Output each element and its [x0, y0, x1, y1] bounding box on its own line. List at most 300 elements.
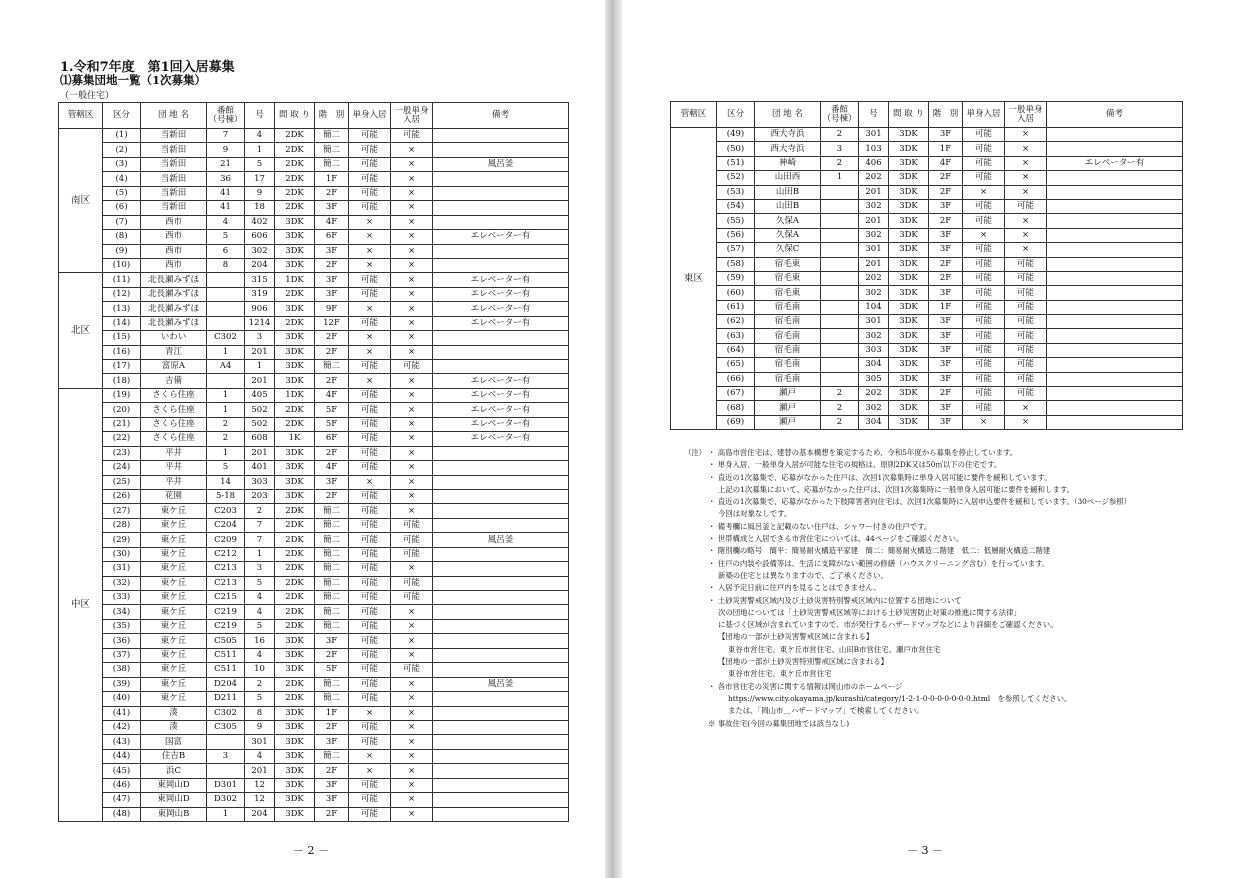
table-row	[59, 591, 569, 605]
table-cell: 可能	[963, 214, 1005, 228]
table-row	[59, 360, 569, 374]
table-cell: ×	[391, 331, 433, 345]
table-row	[59, 230, 569, 244]
table-row	[671, 243, 1183, 257]
table-row	[59, 692, 569, 706]
table-cell: C302	[207, 706, 245, 720]
table-cell: ×	[963, 185, 1005, 199]
table-cell: 可能	[349, 793, 391, 807]
table-row	[59, 143, 569, 157]
table-cell: 可能	[349, 547, 391, 561]
table-cell: ×	[1005, 228, 1047, 242]
table-cell: 2	[207, 417, 245, 431]
table-cell: エレベーター有	[433, 432, 569, 446]
table-cell: 3DK	[889, 343, 929, 357]
table-row	[59, 273, 569, 287]
table-cell: 可能	[349, 432, 391, 446]
table-cell: 風呂釜	[433, 533, 569, 547]
table-cell: (67)	[717, 387, 755, 401]
table-cell: 可能	[349, 605, 391, 619]
table-cell: 当新田	[141, 143, 207, 157]
table-cell: 可能	[349, 201, 391, 215]
table-cell: 簡二	[315, 619, 349, 633]
table-cell: 2DK	[275, 533, 315, 547]
table-cell: エレベーター有	[1047, 156, 1183, 170]
table-cell: 簡二	[315, 143, 349, 157]
table-cell: 宿毛南	[755, 329, 821, 343]
table-cell	[433, 331, 569, 345]
table-cell: (50)	[717, 142, 755, 156]
table-row	[59, 749, 569, 763]
table-cell: 3DK	[889, 315, 929, 329]
table-cell: 2DK	[275, 129, 315, 143]
table-cell: 906	[245, 302, 275, 316]
column-header: 号	[245, 103, 275, 129]
table-cell	[821, 243, 859, 257]
table-cell: 2F	[929, 214, 963, 228]
table-cell	[1047, 358, 1183, 372]
table-cell: 可能	[963, 156, 1005, 170]
table-cell: 2	[821, 401, 859, 415]
table-cell: 3DK	[889, 329, 929, 343]
table-cell: 3DK	[275, 446, 315, 460]
table-cell: 可能	[391, 518, 433, 532]
table-row	[671, 128, 1183, 142]
page-number: － 3 －	[907, 844, 943, 857]
table-row	[59, 735, 569, 749]
table-cell: C511	[207, 663, 245, 677]
table-cell	[433, 201, 569, 215]
table-cell: 東ケ丘	[141, 518, 207, 532]
table-cell: ×	[349, 706, 391, 720]
note-line: 東谷市営住宅、東ケ丘市営住宅	[728, 669, 832, 679]
table-row	[59, 605, 569, 619]
table-cell: (65)	[717, 358, 755, 372]
table-cell	[1047, 401, 1183, 415]
table-cell	[433, 446, 569, 460]
table-cell: 可能	[391, 591, 433, 605]
table-row	[671, 156, 1183, 170]
table-cell: (27)	[103, 504, 141, 518]
table-cell: 402	[245, 215, 275, 229]
table-cell: C305	[207, 720, 245, 734]
table-cell: 9	[245, 720, 275, 734]
table-cell: 宿毛南	[755, 300, 821, 314]
table-cell: (32)	[103, 576, 141, 590]
district-cell: 南区	[59, 129, 103, 273]
table-cell: 301	[859, 315, 889, 329]
table-cell: ×	[391, 634, 433, 648]
table-cell: (1)	[103, 129, 141, 143]
table-cell: (48)	[103, 807, 141, 821]
table-cell: 3F	[929, 372, 963, 386]
table-cell: エレベーター有	[433, 417, 569, 431]
table-cell: 可能	[963, 358, 1005, 372]
table-cell: 簡二	[315, 157, 349, 171]
table-cell: 1	[207, 403, 245, 417]
table-cell: ×	[391, 461, 433, 475]
table-cell: 東ケ丘	[141, 504, 207, 518]
table-cell: ×	[391, 172, 433, 186]
table-cell: 可能	[963, 387, 1005, 401]
table-cell: 2DK	[275, 692, 315, 706]
table-cell: 可能	[349, 677, 391, 691]
table-cell: ×	[391, 432, 433, 446]
table-cell: (60)	[717, 286, 755, 300]
column-header: 備考	[433, 103, 569, 129]
column-header: 一般単身 入居	[1005, 102, 1047, 128]
column-header: 区分	[717, 102, 755, 128]
table-cell	[207, 302, 245, 316]
table-cell: 可能	[391, 129, 433, 143]
table-cell: 東ケ丘	[141, 692, 207, 706]
table-cell: 4F	[929, 156, 963, 170]
table-cell: ×	[391, 287, 433, 301]
table-cell: ×	[349, 374, 391, 388]
table-cell: 204	[245, 258, 275, 272]
table-cell: C209	[207, 533, 245, 547]
table-cell: 17	[245, 172, 275, 186]
table-cell: 201	[859, 257, 889, 271]
table-cell: 3DK	[889, 415, 929, 429]
table-cell	[433, 706, 569, 720]
page-number: － 2 －	[293, 844, 329, 857]
table-cell: 2DK	[275, 605, 315, 619]
table-cell: 簡二	[315, 605, 349, 619]
table-cell: 可能	[391, 576, 433, 590]
table-cell	[821, 315, 859, 329]
table-cell: 3DK	[889, 142, 929, 156]
table-cell: ×	[391, 302, 433, 316]
table-cell: (31)	[103, 562, 141, 576]
table-cell: 可能	[1005, 286, 1047, 300]
table-cell: 可能	[349, 129, 391, 143]
table-cell: 3F	[315, 273, 349, 287]
table-cell: いわい	[141, 331, 207, 345]
table-cell: 3F	[929, 315, 963, 329]
table-cell: 2DK	[275, 591, 315, 605]
table-cell: 3F	[315, 287, 349, 301]
table-cell: 可能	[1005, 329, 1047, 343]
table-cell: 平井	[141, 461, 207, 475]
table-cell	[433, 129, 569, 143]
table-cell: C213	[207, 576, 245, 590]
table-cell: 3	[821, 142, 859, 156]
table-cell: 簡二	[315, 591, 349, 605]
table-cell: 瀬戸	[755, 415, 821, 429]
table-cell: 可能	[349, 591, 391, 605]
table-cell: 可能	[349, 287, 391, 301]
table-cell: (26)	[103, 489, 141, 503]
table-cell: 当新田	[141, 157, 207, 171]
table-row	[59, 677, 569, 691]
table-cell: 2F	[929, 387, 963, 401]
category-label: （一般住宅）	[60, 91, 115, 101]
table-cell	[433, 489, 569, 503]
table-cell: 5	[245, 157, 275, 171]
table-cell: 4F	[315, 388, 349, 402]
table-cell: 201	[245, 764, 275, 778]
table-cell: エレベーター有	[433, 287, 569, 301]
table-cell: (61)	[717, 300, 755, 314]
table-cell: 5F	[315, 663, 349, 677]
table-cell: さくら住座	[141, 403, 207, 417]
table-cell: 3DK	[275, 793, 315, 807]
table-cell: 可能	[391, 547, 433, 561]
note-line: ・ 直近の1次募集で、応募がなかった住戸は、次回1次募集時に単身入居可能に要件を緩和しています。	[708, 472, 1052, 482]
table-cell: ×	[391, 345, 433, 359]
table-cell: 3DK	[889, 401, 929, 415]
table-cell: 4	[245, 591, 275, 605]
table-cell: (14)	[103, 316, 141, 330]
table-cell: 3DK	[889, 214, 929, 228]
table-cell: (58)	[717, 257, 755, 271]
table-cell: 4	[207, 215, 245, 229]
table-cell: 12	[245, 793, 275, 807]
table-cell: 北長瀬みずほ	[141, 316, 207, 330]
table-cell: (21)	[103, 417, 141, 431]
table-cell: (24)	[103, 461, 141, 475]
table-cell: C213	[207, 562, 245, 576]
table-cell: 久保A	[755, 228, 821, 242]
table-cell: 203	[245, 489, 275, 503]
table-cell: 406	[859, 156, 889, 170]
table-cell: 3F	[929, 199, 963, 213]
table-cell: 瀬戸	[755, 387, 821, 401]
table-cell	[433, 172, 569, 186]
table-row	[671, 358, 1183, 372]
table-cell: 可能	[349, 778, 391, 792]
table-row	[59, 663, 569, 677]
table-cell	[1047, 243, 1183, 257]
table-cell: 西大寺浜	[755, 128, 821, 142]
table-cell: 2F	[315, 446, 349, 460]
table-cell: ×	[391, 605, 433, 619]
table-cell: 3DK	[275, 331, 315, 345]
table-cell: ×	[349, 244, 391, 258]
table-cell: 簡二	[315, 576, 349, 590]
table-row	[671, 401, 1183, 415]
table-cell: 3DK	[275, 735, 315, 749]
table-cell: 簡二	[315, 562, 349, 576]
table-cell	[433, 258, 569, 272]
table-row	[671, 415, 1183, 429]
table-cell: ×	[391, 692, 433, 706]
table-cell: (56)	[717, 228, 755, 242]
table-cell: 2DK	[275, 201, 315, 215]
table-cell: 3F	[315, 793, 349, 807]
table-cell: 5F	[315, 403, 349, 417]
table-cell: 簡二	[315, 504, 349, 518]
table-cell: 北長瀬みずほ	[141, 302, 207, 316]
table-cell: 可能	[349, 735, 391, 749]
table-cell: 東ケ丘	[141, 605, 207, 619]
table-cell: 201	[859, 185, 889, 199]
table-cell: 宿毛南	[755, 372, 821, 386]
table-cell: さくら住座	[141, 417, 207, 431]
table-cell: ×	[391, 186, 433, 200]
table-cell: (23)	[103, 446, 141, 460]
table-cell: 2DK	[275, 677, 315, 691]
table-cell: 3	[245, 562, 275, 576]
table-cell: (20)	[103, 403, 141, 417]
table-cell: 平井	[141, 446, 207, 460]
table-cell: 湊	[141, 706, 207, 720]
table-cell: 3DK	[889, 199, 929, 213]
note-line: に基づく区域が含まれていますので、市が発行するハザードマップなどにより詳細をご確認ください。	[718, 620, 1058, 630]
table-cell: 302	[859, 401, 889, 415]
table-cell: (59)	[717, 271, 755, 285]
table-cell: 可能	[963, 343, 1005, 357]
table-cell: ×	[391, 504, 433, 518]
table-cell: 10	[245, 663, 275, 677]
table-cell: 2F	[315, 764, 349, 778]
table-cell: (69)	[717, 415, 755, 429]
table-cell: エレベーター有	[433, 388, 569, 402]
table-row	[671, 300, 1183, 314]
table-cell: 可能	[349, 186, 391, 200]
column-header: 階 別	[929, 102, 963, 128]
table-cell: 18	[245, 201, 275, 215]
table-cell: 202	[859, 171, 889, 185]
table-cell: 2F	[315, 374, 349, 388]
table-row	[59, 345, 569, 359]
table-cell: 3DK	[275, 720, 315, 734]
table-row	[59, 807, 569, 821]
table-cell	[433, 143, 569, 157]
table-cell	[433, 345, 569, 359]
table-cell: 315	[245, 273, 275, 287]
table-cell: 3F	[315, 735, 349, 749]
table-cell: 山田西	[755, 171, 821, 185]
table-cell	[1047, 228, 1183, 242]
table-cell: 東岡山B	[141, 807, 207, 821]
table-cell: 3F	[929, 286, 963, 300]
table-cell: 4	[245, 648, 275, 662]
table-cell	[821, 358, 859, 372]
housing-table-right	[670, 101, 1183, 430]
table-cell: 3DK	[889, 228, 929, 242]
table-cell	[821, 286, 859, 300]
table-row	[59, 403, 569, 417]
table-cell: (30)	[103, 547, 141, 561]
table-cell: ×	[391, 648, 433, 662]
table-cell: 東ケ丘	[141, 634, 207, 648]
table-cell: 3F	[929, 228, 963, 242]
table-cell: 9F	[315, 302, 349, 316]
table-cell: 浜C	[141, 764, 207, 778]
table-cell: ×	[1005, 185, 1047, 199]
table-cell: 可能	[349, 807, 391, 821]
table-cell: ×	[1005, 171, 1047, 185]
table-cell	[821, 199, 859, 213]
table-cell: (2)	[103, 143, 141, 157]
table-cell	[433, 591, 569, 605]
table-cell: 3DK	[275, 302, 315, 316]
table-cell: 3F	[929, 243, 963, 257]
table-cell: (42)	[103, 720, 141, 734]
table-cell	[821, 257, 859, 271]
table-cell: D204	[207, 677, 245, 691]
district-cell: 中区	[59, 388, 103, 821]
table-cell: (33)	[103, 591, 141, 605]
column-header: 団 地 名	[141, 103, 207, 129]
table-cell: (29)	[103, 533, 141, 547]
table-row	[59, 417, 569, 431]
table-cell	[1047, 171, 1183, 185]
table-cell: 2DK	[275, 619, 315, 633]
table-cell: 山田B	[755, 199, 821, 213]
table-cell: 3F	[315, 201, 349, 215]
table-cell: ×	[349, 345, 391, 359]
table-cell: 1	[207, 807, 245, 821]
note-line: ・ 各市営住宅の災害に関する情報は岡山市のホームページ	[708, 681, 903, 691]
table-cell: 簡二	[315, 518, 349, 532]
table-cell	[1047, 185, 1183, 199]
table-cell: 12	[245, 778, 275, 792]
table-cell: 簡二	[315, 360, 349, 374]
table-cell: 319	[245, 287, 275, 301]
table-cell: 6F	[315, 432, 349, 446]
table-cell: 2	[245, 677, 275, 691]
note-line: 上記の1次募集において、応募がなかった住戸は、次回1次募集時に一般単身入居可能に要件を緩和します。	[718, 484, 1075, 494]
table-cell: 3DK	[275, 244, 315, 258]
table-cell: 502	[245, 417, 275, 431]
table-cell: 3	[245, 331, 275, 345]
table-row	[59, 446, 569, 460]
table-cell: 7	[245, 518, 275, 532]
table-cell: 9	[245, 186, 275, 200]
table-cell: C215	[207, 591, 245, 605]
table-cell: 湊	[141, 720, 207, 734]
table-cell: (7)	[103, 215, 141, 229]
table-cell: エレベーター有	[433, 230, 569, 244]
table-cell: 簡二	[315, 749, 349, 763]
table-cell: ×	[1005, 401, 1047, 415]
table-cell: エレベーター有	[433, 316, 569, 330]
table-cell: 青江	[141, 345, 207, 359]
table-cell: 東ケ丘	[141, 663, 207, 677]
table-cell: 可能	[1005, 300, 1047, 314]
table-cell: ×	[391, 201, 433, 215]
table-cell: 3F	[315, 475, 349, 489]
table-row	[59, 706, 569, 720]
table-cell	[433, 475, 569, 489]
table-cell: 3DK	[275, 258, 315, 272]
table-cell: 3DK	[889, 185, 929, 199]
table-cell	[1047, 257, 1183, 271]
table-row	[59, 793, 569, 807]
table-cell: 405	[245, 388, 275, 402]
column-header: 間 取 り	[275, 103, 315, 129]
table-cell: (35)	[103, 619, 141, 633]
table-cell: ×	[391, 489, 433, 503]
table-cell: 303	[859, 343, 889, 357]
table-cell: 1	[245, 360, 275, 374]
table-cell	[433, 547, 569, 561]
table-cell: 3DK	[275, 374, 315, 388]
table-cell: 3DK	[275, 215, 315, 229]
table-cell: (39)	[103, 677, 141, 691]
table-cell: 3DK	[275, 663, 315, 677]
table-cell: ×	[349, 302, 391, 316]
table-cell: 可能	[963, 128, 1005, 142]
table-cell: (46)	[103, 778, 141, 792]
table-cell	[1047, 387, 1183, 401]
table-cell: ×	[1005, 128, 1047, 142]
table-cell	[207, 764, 245, 778]
table-cell: 可能	[349, 504, 391, 518]
